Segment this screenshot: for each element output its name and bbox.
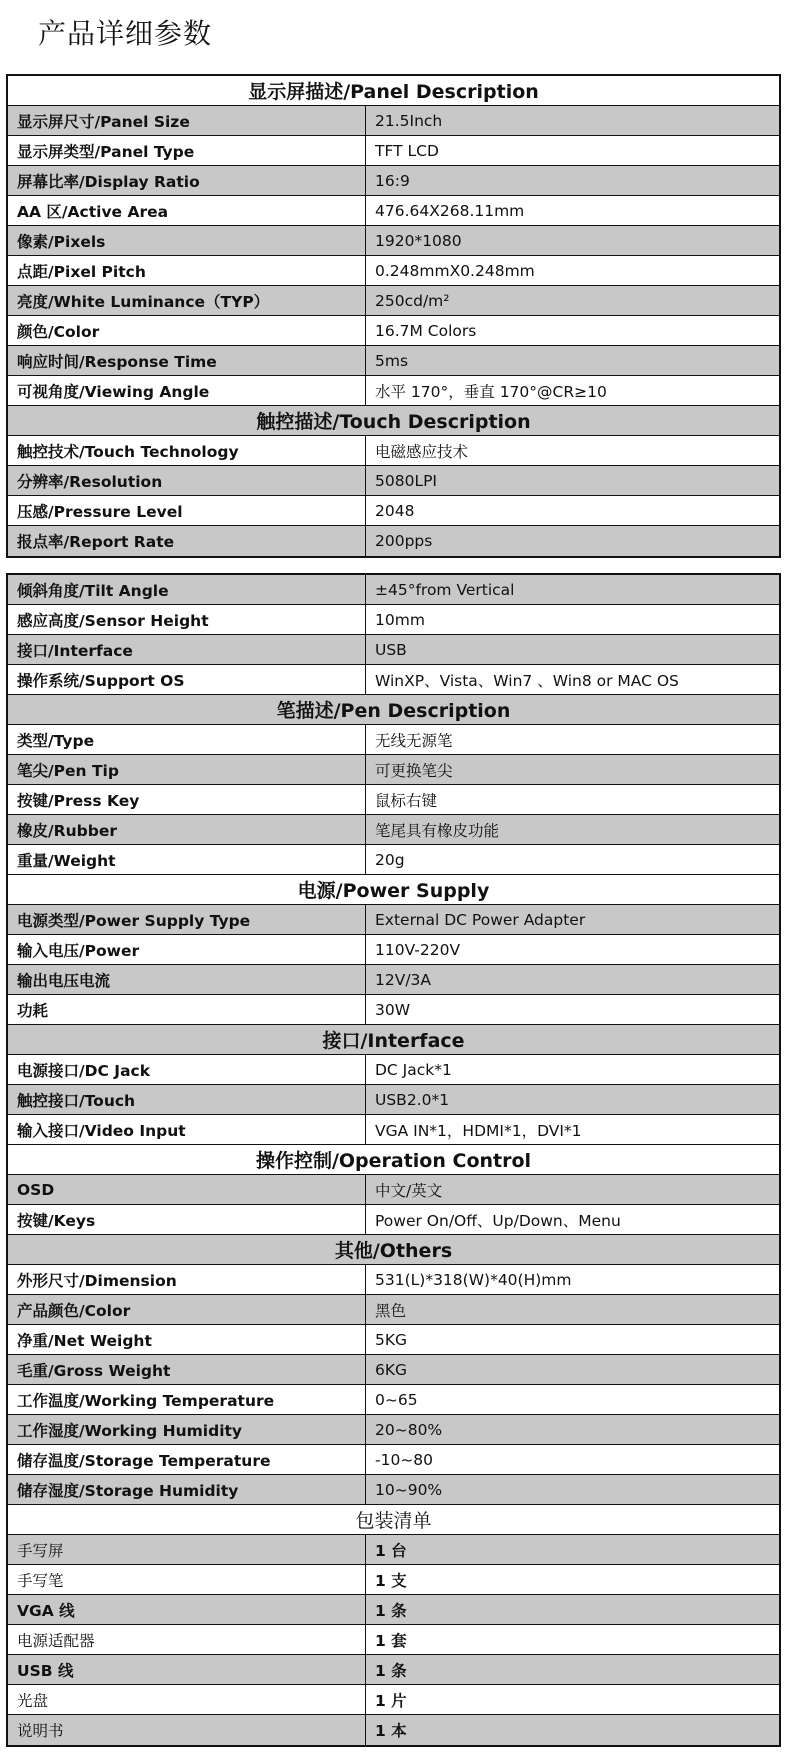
- row-label: 显示屏类型/Panel Type: [8, 136, 366, 165]
- table-row: [8, 815, 779, 845]
- table-row: [8, 1415, 779, 1445]
- table-row: [8, 1535, 779, 1565]
- row-value: VGA IN*1，HDMI*1，DVI*1: [375, 1121, 582, 1140]
- table-row: [8, 605, 779, 635]
- row-label: 说明书: [8, 1715, 366, 1745]
- table-row: [8, 316, 779, 346]
- row-value: 12V/3A: [375, 970, 432, 989]
- row-label: AA 区/Active Area: [8, 196, 366, 225]
- table-row: [8, 965, 779, 995]
- section-header-panel: 显示屏描述/Panel Description: [8, 76, 779, 106]
- section-header-power: 电源/Power Supply: [8, 875, 779, 905]
- row-label: 储存湿度/Storage Humidity: [8, 1475, 366, 1504]
- row-label: 产品颜色/Color: [8, 1295, 366, 1324]
- table-row: [8, 1085, 779, 1115]
- row-value: 1 条: [375, 1661, 407, 1680]
- row-value: 10~90%: [375, 1480, 443, 1499]
- row-value: USB: [375, 640, 407, 659]
- row-value: 电磁感应技术: [375, 442, 469, 461]
- row-value: 无线无源笔: [375, 731, 453, 750]
- row-label: 电源适配器: [8, 1625, 366, 1654]
- table-row: [8, 346, 779, 376]
- spec-table-bottom: [6, 573, 781, 1747]
- table-row: [8, 1325, 779, 1355]
- table-row: [8, 526, 779, 556]
- row-label: 工作湿度/Working Humidity: [8, 1415, 366, 1444]
- row-value: 0~65: [375, 1390, 418, 1409]
- table-row: [8, 1445, 779, 1475]
- row-value: 1 台: [375, 1541, 407, 1560]
- row-value: TFT LCD: [375, 141, 439, 160]
- row-label: OSD: [8, 1175, 366, 1204]
- row-value: 16:9: [375, 171, 410, 190]
- row-label: 触控接口/Touch: [8, 1085, 366, 1114]
- table-row: [8, 665, 779, 695]
- table-row: [8, 575, 779, 605]
- table-row: [8, 1115, 779, 1145]
- row-label: VGA 线: [8, 1595, 366, 1624]
- row-label: 倾斜角度/Tilt Angle: [8, 575, 366, 604]
- row-label: 显示屏尺寸/Panel Size: [8, 106, 366, 135]
- row-label: 手写笔: [8, 1565, 366, 1594]
- table-row: [8, 1355, 779, 1385]
- row-label: 输入电压/Power: [8, 935, 366, 964]
- row-label: 操作系统/Support OS: [8, 665, 366, 694]
- spec-table-top: [6, 74, 781, 558]
- table-row: [8, 905, 779, 935]
- row-label: USB 线: [8, 1655, 366, 1684]
- row-label: 功耗: [8, 995, 366, 1024]
- table-row: [8, 1685, 779, 1715]
- row-value: 黑色: [375, 1301, 407, 1320]
- row-label: 输出电压电流: [8, 965, 366, 994]
- table-row: [8, 935, 779, 965]
- section-header-operation: 操作控制/Operation Control: [8, 1145, 779, 1175]
- row-label: 手写屏: [8, 1535, 366, 1564]
- row-label: 像素/Pixels: [8, 226, 366, 255]
- row-label: 感应高度/Sensor Height: [8, 605, 366, 634]
- row-value: 110V-220V: [375, 940, 461, 959]
- section-header-pen: 笔描述/Pen Description: [8, 695, 779, 725]
- table-row: [8, 995, 779, 1025]
- row-value: 5ms: [375, 351, 409, 370]
- row-label: 类型/Type: [8, 725, 366, 754]
- row-value: 1 套: [375, 1631, 407, 1650]
- table-row: [8, 1205, 779, 1235]
- table-row: [8, 1295, 779, 1325]
- row-value: External DC Power Adapter: [375, 910, 586, 929]
- table-row: [8, 136, 779, 166]
- row-value: 30W: [375, 1000, 411, 1019]
- row-label: 外形尺寸/Dimension: [8, 1265, 366, 1294]
- row-label: 屏幕比率/Display Ratio: [8, 166, 366, 195]
- row-value: USB2.0*1: [375, 1090, 450, 1109]
- row-label: 压感/Pressure Level: [8, 496, 366, 525]
- row-value: 21.5Inch: [375, 111, 443, 130]
- row-value: 1 条: [375, 1601, 407, 1620]
- table-row: [8, 1715, 779, 1745]
- table-row: [8, 755, 779, 785]
- row-value: 0.248mmX0.248mm: [375, 261, 535, 280]
- row-value: 1 本: [375, 1722, 407, 1740]
- row-label: 点距/Pixel Pitch: [8, 256, 366, 285]
- row-value: ±45°from Vertical: [375, 580, 515, 599]
- row-label: 重量/Weight: [8, 845, 366, 874]
- row-label: 笔尖/Pen Tip: [8, 755, 366, 784]
- table-row: [8, 1625, 779, 1655]
- row-value: 5080LPI: [375, 471, 437, 490]
- table-row: [8, 166, 779, 196]
- row-label: 橡皮/Rubber: [8, 815, 366, 844]
- table-row: [8, 725, 779, 755]
- row-label: 接口/Interface: [8, 635, 366, 664]
- table-row: [8, 226, 779, 256]
- section-header-interface: 接口/Interface: [8, 1025, 779, 1055]
- row-value: 250cd/m²: [375, 291, 450, 310]
- table-row: [8, 1385, 779, 1415]
- table-row: [8, 1565, 779, 1595]
- row-label: 光盘: [8, 1685, 366, 1714]
- table-row: [8, 256, 779, 286]
- table-row: [8, 1655, 779, 1685]
- row-value: 1 片: [375, 1691, 407, 1710]
- row-label: 分辨率/Resolution: [8, 466, 366, 495]
- row-value: 可更换笔尖: [375, 761, 453, 780]
- section-header-others: 其他/Others: [8, 1235, 779, 1265]
- table-row: [8, 436, 779, 466]
- table-row: [8, 1475, 779, 1505]
- table-row: [8, 1595, 779, 1625]
- table-row: [8, 785, 779, 815]
- row-label: 可视角度/Viewing Angle: [8, 376, 366, 405]
- page-title: 产品详细参数: [38, 17, 213, 50]
- table-row: [8, 466, 779, 496]
- row-value: 476.64X268.11mm: [375, 201, 525, 220]
- table-row: [8, 376, 779, 406]
- row-value: 鼠标右键: [375, 791, 438, 810]
- section-header-packing-list: 包装清单: [8, 1505, 779, 1535]
- row-label: 按键/Keys: [8, 1205, 366, 1234]
- table-row: [8, 845, 779, 875]
- row-value: WinXP、Vista、Win7 、Win8 or MAC OS: [375, 671, 679, 690]
- row-label: 触控技术/Touch Technology: [8, 436, 366, 465]
- table-row: [8, 635, 779, 665]
- row-value: 水平 170°，垂直 170°@CR≥10: [375, 382, 607, 401]
- row-value: 20g: [375, 850, 405, 869]
- row-label: 响应时间/Response Time: [8, 346, 366, 375]
- row-value: DC Jack*1: [375, 1060, 452, 1079]
- row-label: 报点率/Report Rate: [8, 526, 366, 556]
- row-value: 6KG: [375, 1360, 408, 1379]
- table-row: [8, 1175, 779, 1205]
- row-value: 200pps: [375, 532, 433, 550]
- row-label: 储存温度/Storage Temperature: [8, 1445, 366, 1474]
- row-value: 2048: [375, 501, 415, 520]
- row-value: 1 支: [375, 1571, 407, 1590]
- row-value: 10mm: [375, 610, 425, 629]
- row-label: 亮度/White Luminance（TYP）: [8, 286, 366, 315]
- row-value: Power On/Off、Up/Down、Menu: [375, 1211, 621, 1230]
- row-label: 颜色/Color: [8, 316, 366, 345]
- row-label: 净重/Net Weight: [8, 1325, 366, 1354]
- table-row: [8, 196, 779, 226]
- table-row: [8, 1265, 779, 1295]
- row-value: -10~80: [375, 1450, 434, 1469]
- table-row: [8, 496, 779, 526]
- row-label: 输入接口/Video Input: [8, 1115, 366, 1144]
- row-label: 按键/Press Key: [8, 785, 366, 814]
- row-value: 531(L)*318(W)*40(H)mm: [375, 1270, 572, 1289]
- row-label: 电源类型/Power Supply Type: [8, 905, 366, 934]
- row-value: 笔尾具有橡皮功能: [375, 821, 500, 840]
- section-header-touch: 触控描述/Touch Description: [8, 406, 779, 436]
- row-label: 毛重/Gross Weight: [8, 1355, 366, 1384]
- row-label: 工作温度/Working Temperature: [8, 1385, 366, 1414]
- row-value: 16.7M Colors: [375, 321, 477, 340]
- table-row: [8, 286, 779, 316]
- table-row: [8, 106, 779, 136]
- row-label: 电源接口/DC Jack: [8, 1055, 366, 1084]
- row-value: 中文/英文: [375, 1181, 443, 1200]
- table-row: [8, 1055, 779, 1085]
- row-value: 5KG: [375, 1330, 408, 1349]
- row-value: 20~80%: [375, 1420, 443, 1439]
- row-value: 1920*1080: [375, 231, 462, 250]
